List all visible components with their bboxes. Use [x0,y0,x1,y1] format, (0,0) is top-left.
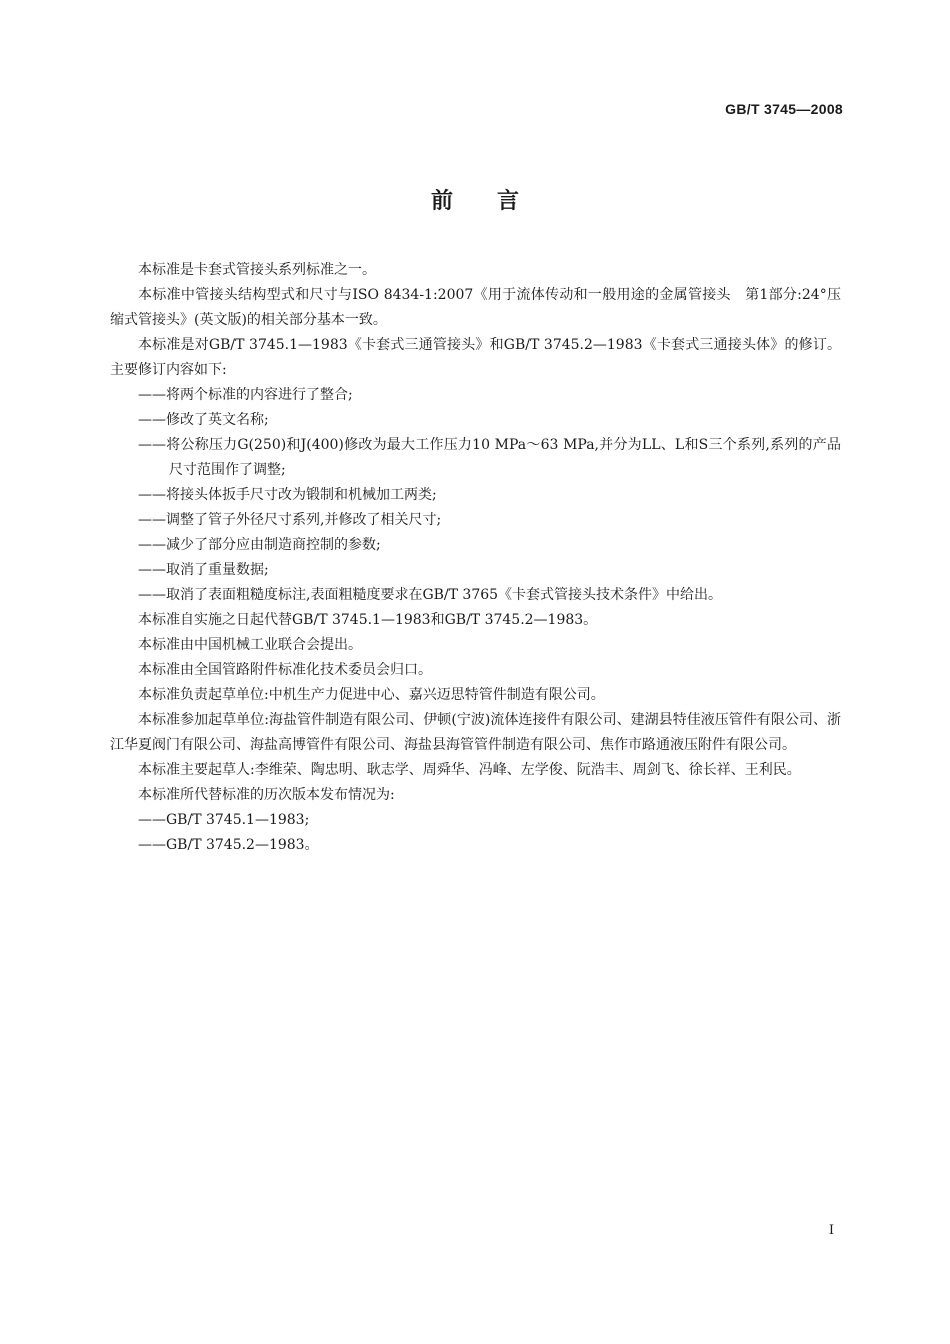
paragraph: 本标准所代替标准的历次版本发布情况为: [138,787,395,803]
paragraph: 本标准是卡套式管接头系列标准之一。 [138,262,376,278]
paragraph: 本标准由中国机械工业联合会提出。 [138,637,362,653]
change-item: ——调整了管子外径尺寸系列,并修改了相关尺寸; [138,512,442,528]
page-title: 前言 [430,189,563,214]
page-number: I [828,1223,834,1238]
change-item: ——将两个标准的内容进行了整合; [138,387,353,403]
paragraph: 本标准由全国管路附件标准化技术委员会归口。 [138,662,432,678]
paragraph: 本标准自实施之日起代替GB/T 3745.1—1983和GB/T 3745.2—1983。 [138,612,598,628]
change-item: ——修改了英文名称; [138,412,269,428]
change-item: ——将公称压力G(250)和J(400)修改为最大工作压力10 MPa～63 MPa,并分为LL、L和S三个系列,系列的产品尺寸范围作了调整; [138,437,841,478]
change-item: ——将接头体扳手尺寸改为锻制和机械加工两类; [138,487,437,503]
change-item: ——取消了表面粗糙度标注,表面粗糙度要求在GB/T 3765《卡套式管接头技术条件》中给出。 [138,587,723,603]
standard-number: GB/T 3745—2008 [725,101,843,117]
change-item: ——减少了部分应由制造商控制的参数; [138,537,381,553]
foreword-body [110,258,841,858]
history-item: ——GB/T 3745.2—1983。 [138,837,319,853]
change-item: ——取消了重量数据; [138,562,269,578]
paragraph: 本标准中管接头结构型式和尺寸与ISO 8434-1:2007《用于流体传动和一般用途的金属管接头 第1部分:24°压缩式管接头》(英文版)的相关部分基本一致。 [110,287,841,328]
paragraph: 本标准参加起草单位:海盐管件制造有限公司、伊顿(宁波)流体连接件有限公司、建湖县特佳液压管件有限公司、浙江华夏阀门有限公司、海盐高博管件有限公司、海盐县海管管件制造有限公司、焦作市路通液压附件有限公司。 [110,712,841,753]
paragraph: 本标准负责起草单位:中机生产力促进中心、嘉兴迈思特管件制造有限公司。 [138,687,605,703]
paragraph: 本标准主要起草人:李维荣、陶忠明、耿志学、周舜华、冯峰、左学俊、阮浩丰、周剑飞、徐长祥、王利民。 [138,762,801,778]
history-item: ——GB/T 3745.1—1983; [138,812,310,828]
paragraph: 本标准是对GB/T 3745.1—1983《卡套式三通管接头》和GB/T 3745.2—1983《卡套式三通接头体》的修订。主要修订内容如下: [110,337,841,378]
